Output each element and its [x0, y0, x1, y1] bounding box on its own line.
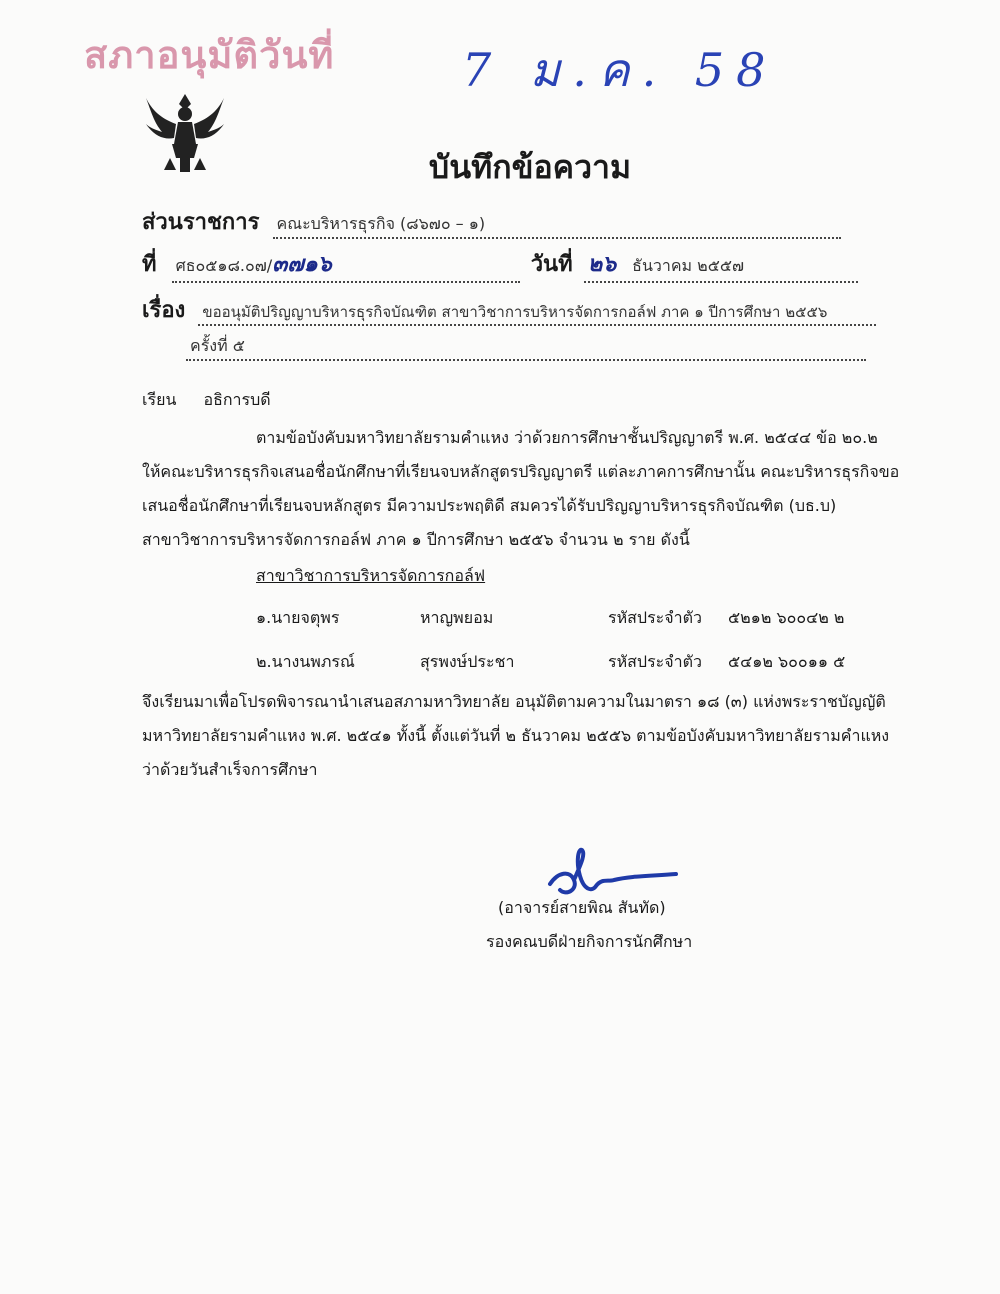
paragraph-1-line-4: สาขาวิชาการบริหารจัดการกอล์ฟ ภาค ๑ ปีการศึกษา ๒๕๕๖ จำนวน ๒ ราย ดังนี้ [142, 530, 690, 549]
student-1-first-name: ๑.นายจตุพร [256, 608, 340, 627]
reference-number: ๓๗๑๖ [272, 251, 332, 277]
subject-row [142, 292, 876, 327]
student-1-id: ๕๒๑๒ ๖๐๐๔๒ ๒ [728, 608, 845, 627]
section-heading: สาขาวิชาการบริหารจัดการกอล์ฟ [256, 566, 486, 585]
reference-field [172, 246, 520, 283]
date-field [584, 246, 858, 283]
reference-row [142, 246, 858, 283]
date-day: ๒๖ [587, 251, 617, 277]
subject-label: เรื่อง [142, 298, 186, 323]
approval-stamp: สภาอนุมัติวันที่ [84, 32, 335, 77]
subject-line-2: ครั้งที่ ๕ [186, 334, 866, 361]
paragraph-2-line-1: จึงเรียนมาเพื่อโปรดพิจารณานำเสนอสภามหาวิทยาลัย อนุมัติตามความในมาตรา ๑๘ (๓) แห่งพระราชบัญญัติ [142, 692, 886, 711]
agency-label: ส่วนราชการ [142, 210, 260, 235]
reference-label: ที่ [142, 252, 157, 277]
signatory-name: (อาจารย์สายพิณ สันทัด) [498, 898, 666, 917]
agency-value: คณะบริหารธุรกิจ (๘๖๗๐ – ๑) [273, 212, 841, 239]
paragraph-1-line-3: เสนอชื่อนักศึกษาที่เรียนจบหลักสูตร มีความประพฤติดี สมควรได้รับปริญญาบริหารธุรกิจบัณฑิต (บธ.บ) [142, 496, 837, 515]
salutation [142, 388, 271, 413]
paragraph-2-line-2: มหาวิทยาลัยรามคำแหง พ.ศ. ๒๕๔๑ ทั้งนี้ ตั้งแต่วันที่ ๒ ธันวาคม ๒๕๕๖ ตามข้อบังคับมหาวิทยาลัยรามคำแหง [142, 726, 890, 745]
paragraph-2-line-3: ว่าด้วยวันสำเร็จการศึกษา [142, 760, 318, 779]
student-2-id: ๕๔๑๒ ๖๐๐๑๑ ๕ [728, 652, 846, 671]
subject-row-2 [186, 334, 866, 361]
memo-title: บันทึกข้อความ [428, 148, 632, 186]
paragraph-1-line-1: ตามข้อบังคับมหาวิทยาลัยรามคำแหง ว่าด้วยการศึกษาชั้นปริญญาตรี พ.ศ. ๒๕๔๔ ข้อ ๒๐.๒ [256, 428, 878, 447]
student-2-first-name: ๒.นางนพภรณ์ [256, 652, 355, 671]
date-label: วันที่ [530, 252, 573, 277]
salutation-recipient: อธิการบดี [203, 390, 271, 409]
student-2-last-name: สุรพงษ์ประชา [420, 652, 515, 671]
agency-row [142, 204, 841, 239]
student-2-id-label: รหัสประจำตัว [608, 652, 702, 671]
student-1-last-name: หาญพยอม [420, 608, 494, 627]
signatory-position: รองคณบดีฝ่ายกิจการนักศึกษา [486, 932, 693, 951]
salutation-label: เรียน [142, 390, 177, 409]
handwritten-date: 7 ม.ค. 58 [462, 43, 778, 97]
reference-prefix: ศธ๐๕๑๘.๐๗/ [175, 256, 273, 275]
date-month-year: ธันวาคม ๒๕๕๗ [632, 256, 744, 275]
student-1-id-label: รหัสประจำตัว [608, 608, 702, 627]
paragraph-1-line-2: ให้คณะบริหารธุรกิจเสนอชื่อนักศึกษาที่เรียนจบหลักสูตรปริญญาตรี แต่ละภาคการศึกษานั้น คณะบริหารธุรกิจขอ [142, 462, 900, 481]
subject-line-1: ขออนุมัติปริญญาบริหารธุรกิจบัณฑิต สาขาวิชาการบริหารจัดการกอล์ฟ ภาค ๑ ปีการศึกษา ๒๕๕๖ [198, 300, 876, 326]
